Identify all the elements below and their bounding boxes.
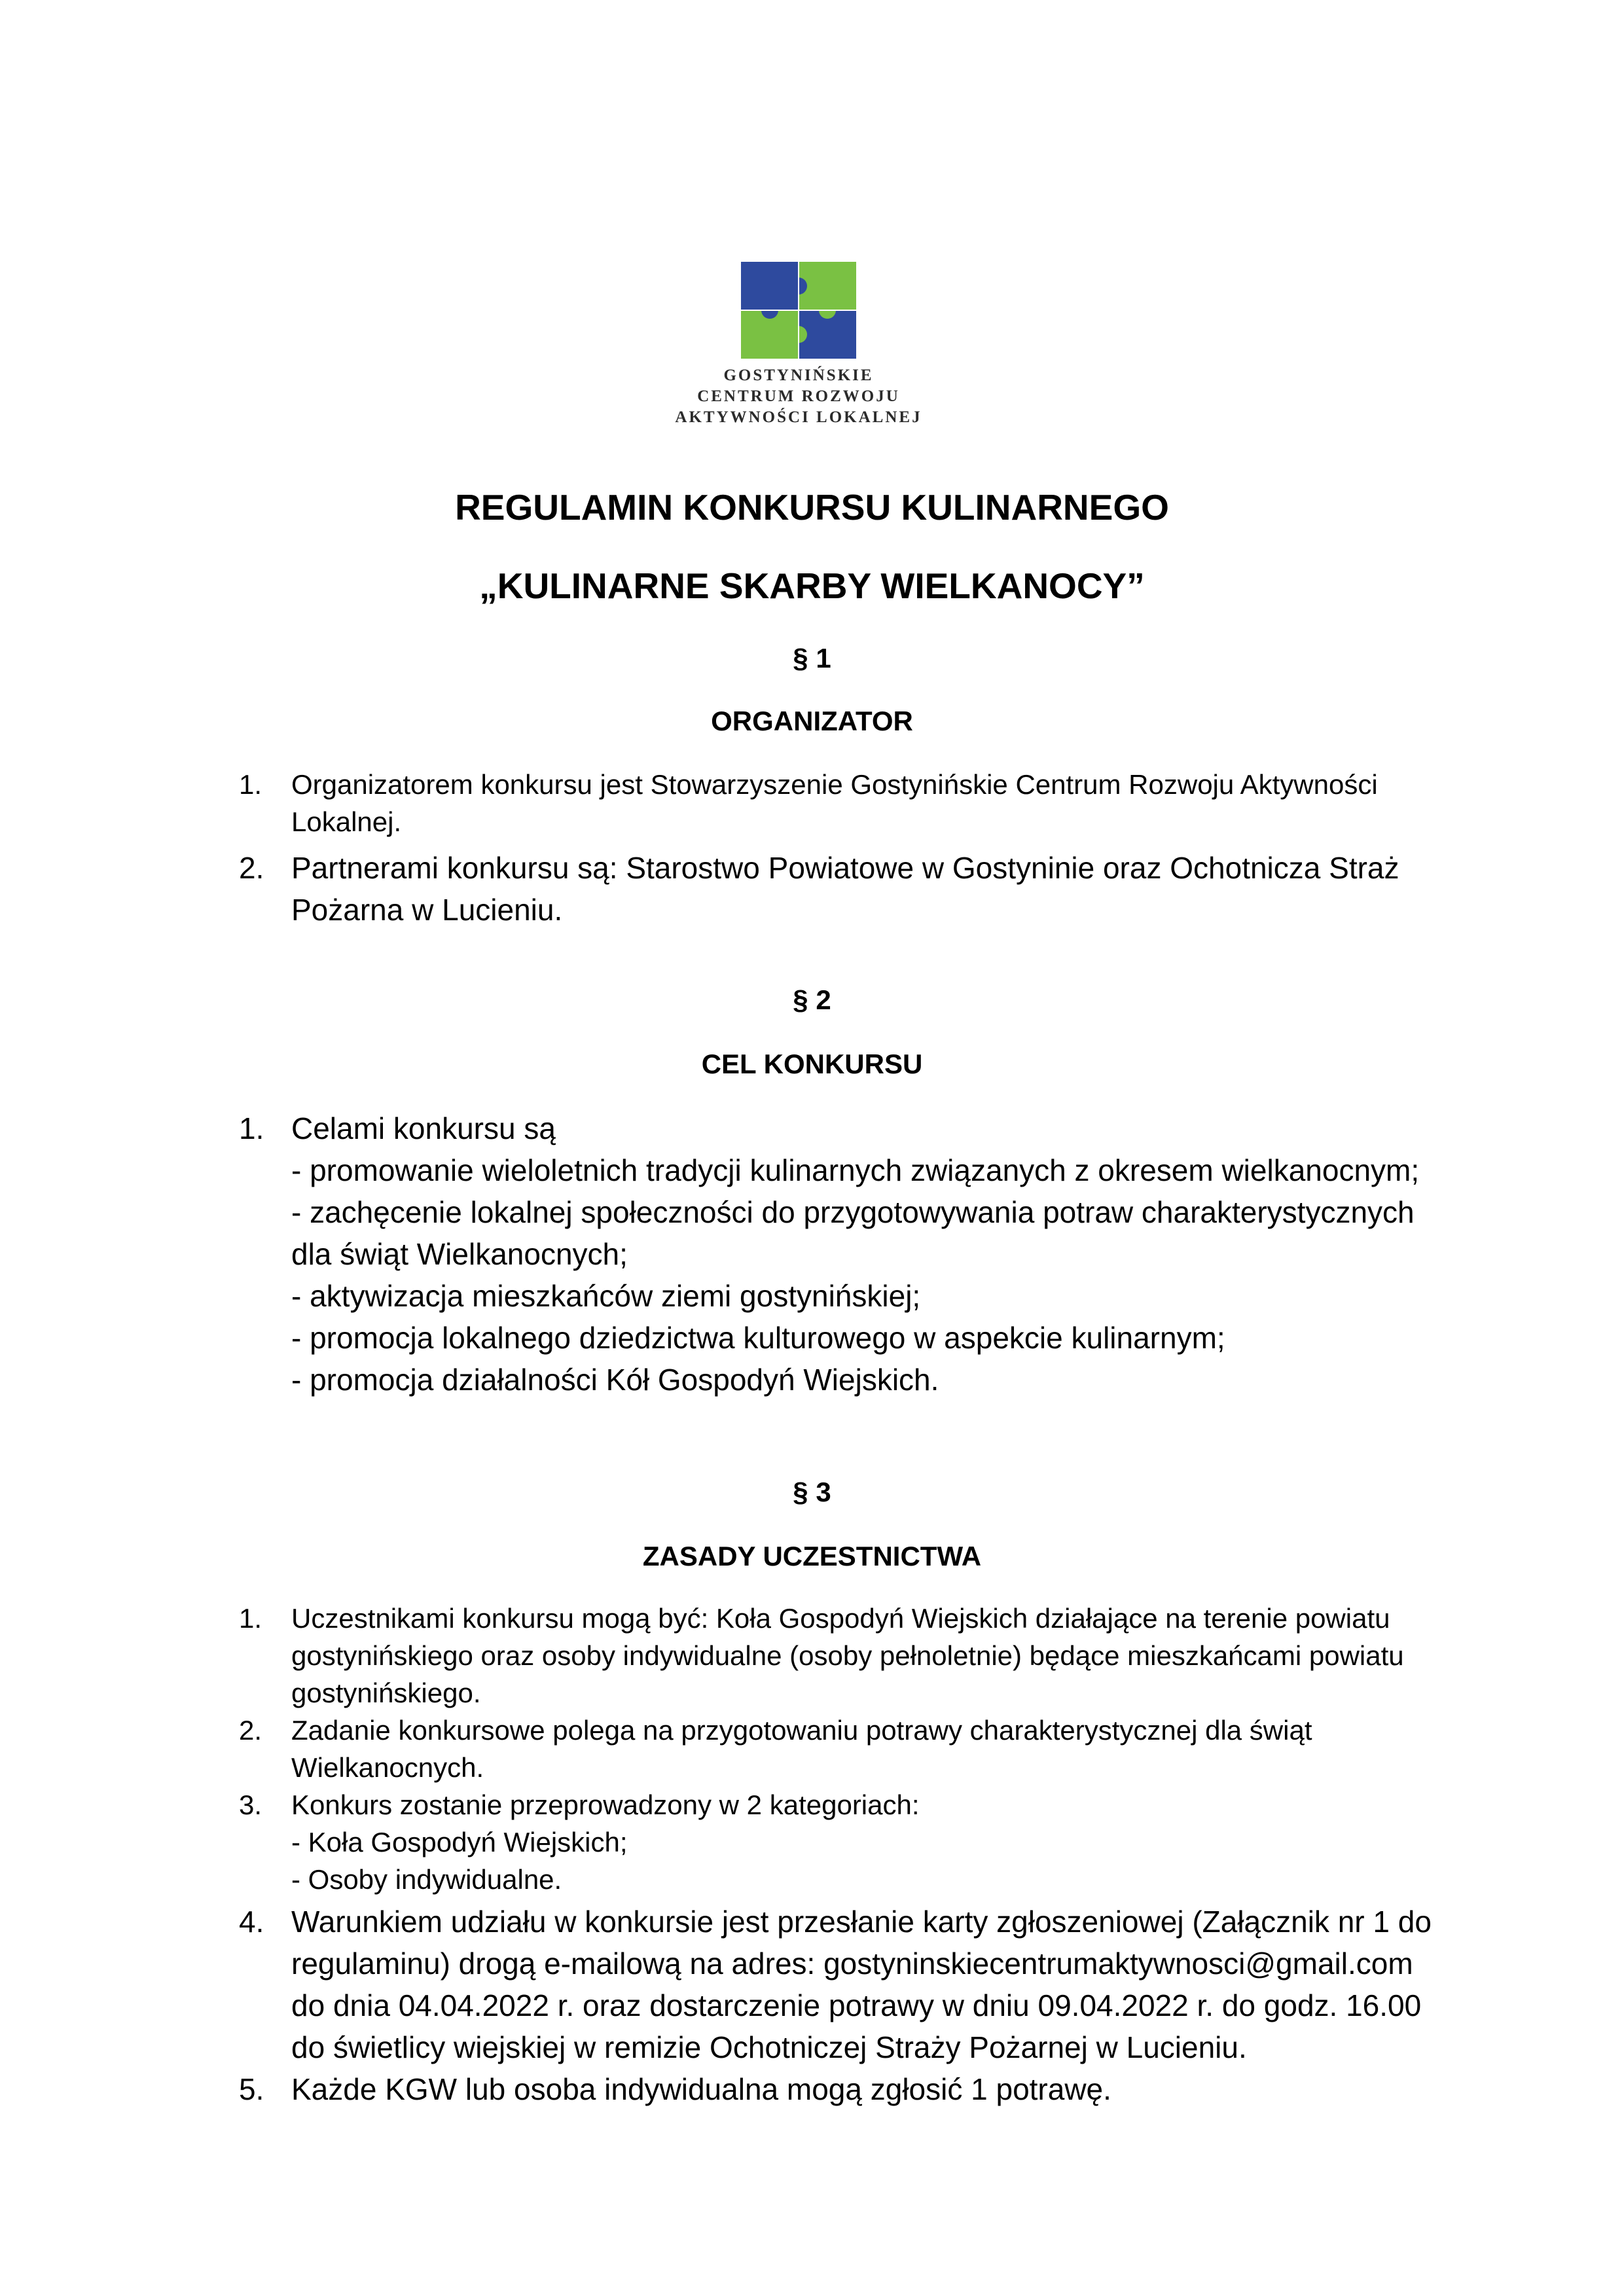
logo-line-3: AKTYWNOŚCI LOKALNEJ [675,408,922,426]
goal-item: - promocja działalności Kół Gospodyń Wiejskich. [291,1363,939,1397]
list-item [239,1786,1437,1898]
puzzle-logo-icon [741,262,856,359]
list-number: 1. [239,769,262,800]
section-2-mark: § 2 [793,984,831,1015]
list-number: 5. [239,2072,264,2106]
list-item [239,1712,1437,1786]
list-number: 2. [239,1715,262,1746]
section-1-heading: ORGANIZATOR [711,706,913,736]
goals-intro: Celami konkursu są [291,1111,556,1145]
section-1-list [239,766,1437,931]
list-item-text: Zadanie konkursowe polega na przygotowaniu potrawy charakterystycznej dla świąt Wielkanocnych. [291,1715,1312,1783]
list-number: 1. [239,1111,264,1145]
goal-item: - zachęcenie lokalnej społeczności do przygotowywania potraw charakterystycznych dla świąt Wielkanocnych; [291,1195,1415,1271]
list-item [239,766,1437,840]
list-number: 2. [239,851,264,885]
category-item: - Koła Gospodyń Wiejskich; [291,1827,628,1857]
list-number: 3. [239,1789,262,1820]
list-item-text: Uczestnikami konkursu mogą być: Koła Gospodyń Wiejskich działające na terenie powiatu gostynińskiego oraz osoby indywidualne (osoby pełnoletnie) będące mieszkańcami powiatu gostynińskiego. [291,1603,1404,1708]
list-item [239,847,1437,931]
list-item [239,2068,1437,2110]
contest-name: „KULINARNE SKARBY WIELKANOCY” [479,565,1145,606]
logo-text [655,365,943,428]
list-item [239,1107,1437,1401]
list-item [239,1901,1437,2068]
document-title: REGULAMIN KONKURSU KULINARNEGO [455,487,1169,528]
list-item-text: Każde KGW lub osoba indywidualna mogą zgłosić 1 potrawę. [291,2072,1111,2106]
section-2-list [239,1107,1437,1401]
list-item [239,1600,1437,1712]
section-3-heading: ZASADY UCZESTNICTWA [642,1541,982,1571]
section-3-list [239,1600,1437,2110]
section-2-heading: CEL KONKURSU [701,1049,923,1079]
goal-item: - promowanie wieloletnich tradycji kulinarnych związanych z okresem wielkanocnym; [291,1153,1420,1187]
category-item: - Osoby indywidualne. [291,1864,562,1895]
logo-line-2: CENTRUM ROZWOJU [697,387,900,405]
section-1-mark: § 1 [793,643,831,673]
logo-line-1: GOSTYNIŃSKIE [723,367,874,384]
list-item-text: Partnerami konkursu są: Starostwo Powiatowe w Gostyninie oraz Ochotnicza Straż Pożarna w Lucieniu. [291,851,1399,927]
list-item-text: Konkurs zostanie przeprowadzony w 2 kategoriach: [291,1789,920,1820]
section-3-mark: § 3 [793,1477,831,1507]
list-number: 1. [239,1603,262,1634]
goal-item: - aktywizacja mieszkańców ziemi gostynińskiej; [291,1279,921,1313]
organization-logo [655,262,956,432]
list-item-text: Organizatorem konkursu jest Stowarzyszenie Gostynińskie Centrum Rozwoju Aktywności Lokalnej. [291,769,1378,837]
list-item-text: Warunkiem udziału w konkursie jest przesłanie karty zgłoszeniowej (Załącznik nr 1 do regulaminu) drogą e-mailową na adres: gostyninskiecentrumaktywnosci@gmail.com do dnia 04.04.2022 r. oraz dostarczenie potrawy w dniu 09.04.2022 r. do godz. 16.00 do świetlicy wiejskiej w remizie Ochotniczej Straży Pożarnej w Lucieniu. [291,1905,1432,2064]
list-number: 4. [239,1905,264,1939]
goal-item: - promocja lokalnego dziedzictwa kulturowego w aspekcie kulinarnym; [291,1321,1225,1355]
